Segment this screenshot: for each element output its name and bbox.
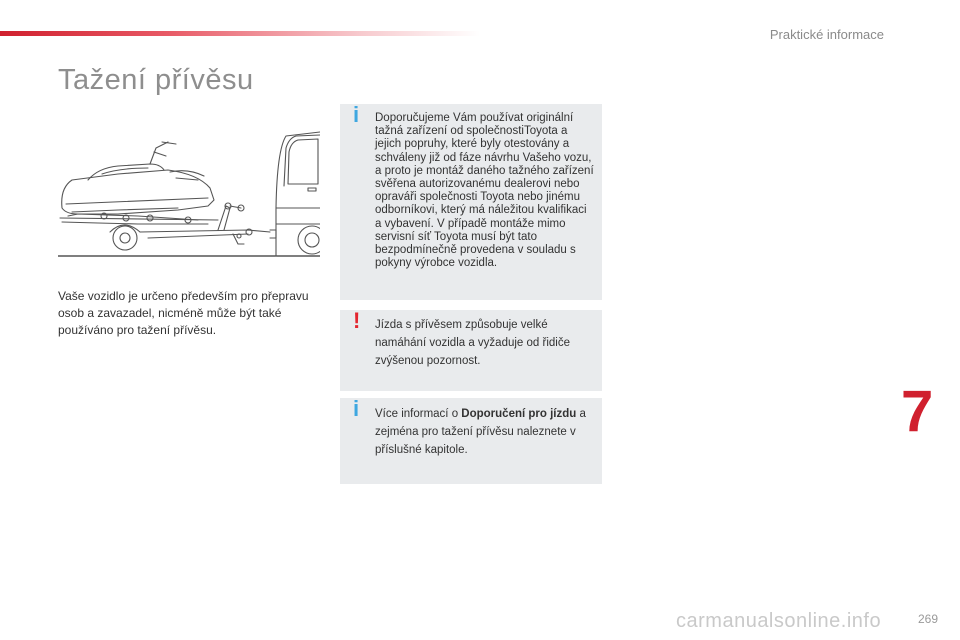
reference-note-text: [375, 405, 594, 459]
info-note-text: Doporučujeme Vám používat originální tažná zařízení od společnostiToyota a jejich popruhy, které byly otestovány a schváleny již od fáze návrhu Vašeho vozu, a proto je montáž daného tažného zařízení svěřena autorizovanému dealerovi nebo opraváři společnosti Toyota nebo jinému odborníkovi, který má náležitou kvalifikaci a vybavení. V případě montáže mimo servisní síť Toyota musí být tato bezpodmínečně provedena v souladu s pokyny výrobce vozidla.: [375, 112, 594, 270]
info-note-box: [340, 104, 602, 300]
info-icon: i: [353, 396, 360, 421]
reference-note-box: [340, 398, 602, 484]
warning-note-text: Jízda s přívěsem způsobuje velké namáhání vozidla a vyžaduje od řidiče zvýšenou pozornost.: [375, 319, 570, 367]
info-icon: i: [353, 102, 360, 127]
warning-icon: !: [353, 308, 361, 333]
header-accent-bar: [0, 31, 480, 36]
trailer-illustration: [58, 128, 320, 260]
reference-link-text[interactable]: Doporučení pro jízdu: [461, 408, 577, 420]
chapter-number: 7: [901, 379, 934, 444]
section-title: Praktické informace: [769, 27, 884, 42]
intro-paragraph: Vaše vozidlo je určeno především pro přepravu osob a zavazadel, nicméně může být také používáno pro tažení přívěsu.: [58, 289, 309, 337]
reference-text-before: Více informací o: [375, 408, 462, 420]
warning-note-box: [340, 310, 602, 391]
page-number: 269: [917, 612, 938, 626]
page-title: Tažení přívěsu: [58, 64, 254, 96]
watermark-text: carmanualsonline.info: [676, 610, 882, 632]
reference-text-after: a zejména pro tažení přívěsu naleznete v příslušné kapitole.: [375, 408, 586, 456]
